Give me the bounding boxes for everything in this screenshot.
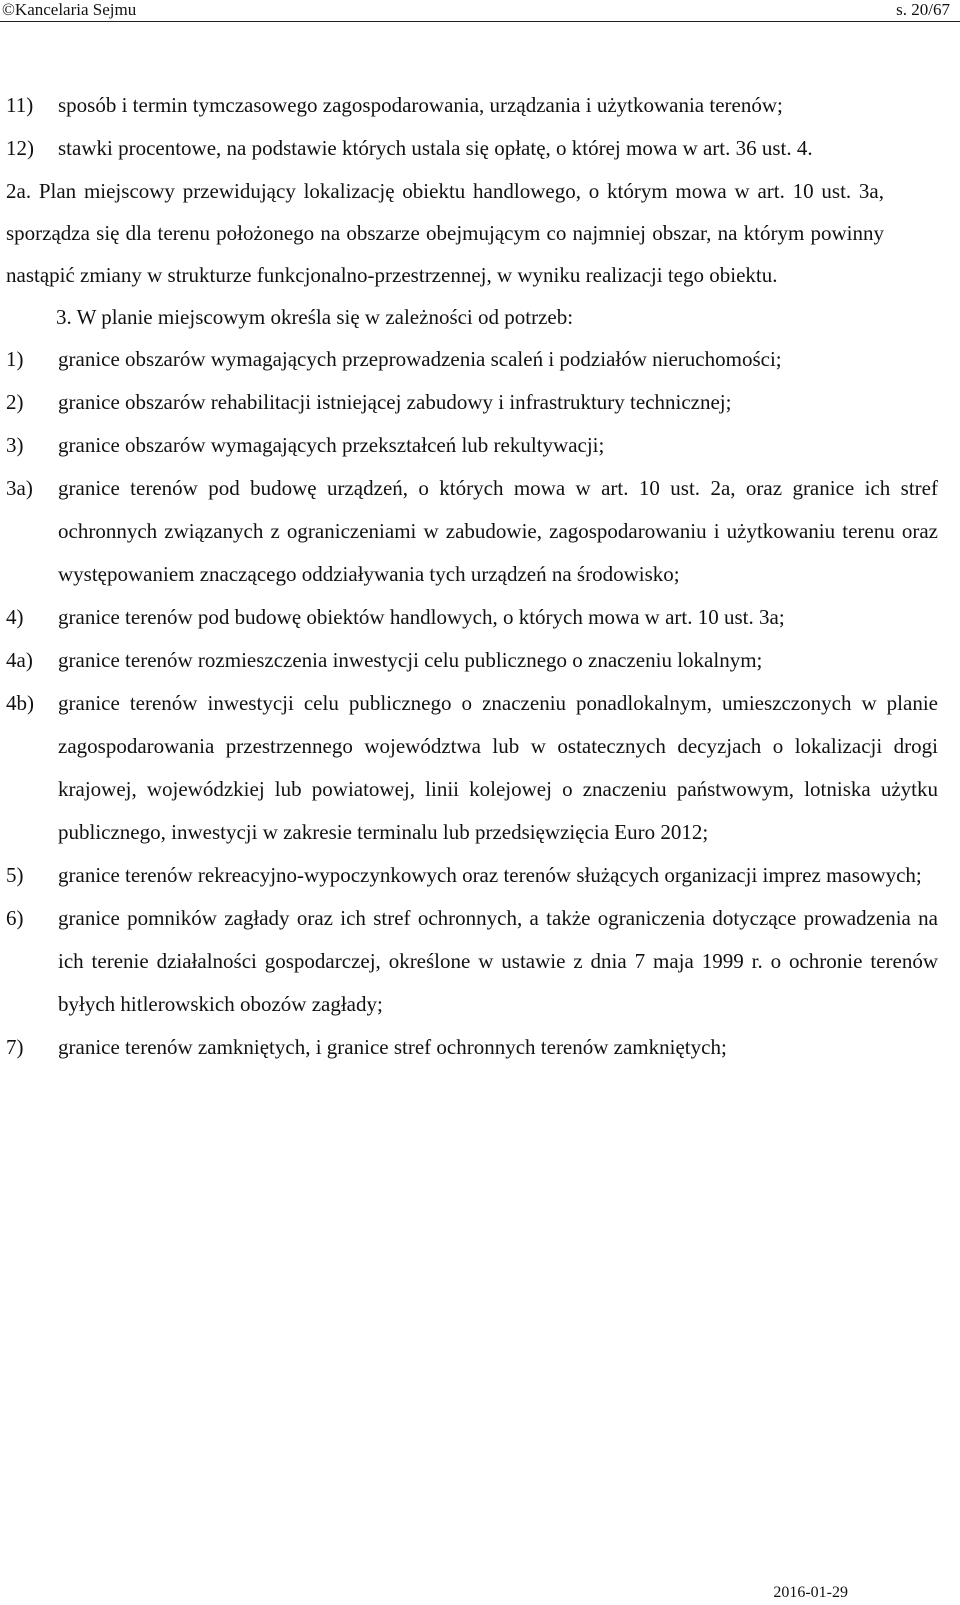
list-item-number: 7) bbox=[6, 1035, 24, 1059]
list-item-text: granice obszarów wymagających przekształceń lub rekultywacji; bbox=[58, 433, 605, 457]
list-item-number: 1) bbox=[6, 347, 24, 371]
list-item-number: 3a) bbox=[6, 476, 33, 500]
list-item-text: stawki procentowe, na podstawie których ustala się opłatę, o której mowa w art. 36 ust. 4. bbox=[58, 136, 813, 160]
list-item-number: 4b) bbox=[6, 691, 34, 715]
list-item-number: 4) bbox=[6, 605, 24, 629]
list-item-3a bbox=[0, 467, 938, 596]
list-item-text: sposób i termin tymczasowego zagospodarowania, urządzania i użytkowania terenów; bbox=[58, 93, 783, 117]
paragraph-3: 3. W planie miejscowym określa się w zależności od potrzeb: bbox=[56, 305, 574, 329]
list-item-text: granice terenów rozmieszczenia inwestycji celu publicznego o znaczeniu lokalnym; bbox=[58, 648, 763, 672]
list-item-number: 5) bbox=[6, 863, 24, 887]
list-item-4 bbox=[0, 596, 938, 639]
list-item-number: 12) bbox=[6, 136, 34, 160]
list-item-5 bbox=[0, 854, 938, 897]
document-body bbox=[0, 84, 950, 1069]
list-item-11 bbox=[0, 84, 938, 127]
list-item-text: granice obszarów wymagających przeprowadzenia scaleń i podziałów nieruchomości; bbox=[58, 347, 782, 371]
list-item-number: 11) bbox=[6, 93, 34, 117]
list-item-12 bbox=[0, 127, 938, 170]
list-item-number: 2) bbox=[6, 390, 24, 414]
list-item-2 bbox=[0, 381, 938, 424]
list-item-3 bbox=[0, 424, 938, 467]
list-item-7 bbox=[0, 1026, 938, 1069]
page-header bbox=[0, 0, 960, 24]
list-item-6 bbox=[0, 897, 938, 1026]
list-item-number: 4a) bbox=[6, 648, 33, 672]
list-item-text: granice terenów zamkniętych, i granice stref ochronnych terenów zamkniętych; bbox=[58, 1035, 727, 1059]
list-item-text: granice terenów inwestycji celu publicznego o znaczeniu ponadlokalnym, umieszczonych w planie zagospodarowania przestrzennego województwa lub w ostatecznych decyzjach o lokalizacji drogi krajowej, wojewódzkiej lub powiatowej, linii kolejowej o znaczeniu państwowym, lotniska użytku publicznego, inwestycji w zakresie terminalu lub przedsięwzięcia Euro 2012; bbox=[58, 691, 938, 844]
paragraph-2a: 2a. Plan miejscowy przewidujący lokalizację obiektu handlowego, o którym mowa w art. 10 ust. 3a, sporządza się dla terenu położonego na obszarze obejmującym co najmniej obszar, na którym powinny nastąpić zmiany w strukturze funkcjonalno-przestrzennej, w wyniku realizacji tego obiektu. bbox=[6, 179, 884, 287]
page-footer-date: 2016-01-29 bbox=[773, 1584, 848, 1601]
list-item-4a bbox=[0, 639, 938, 682]
header-page-number: s. 20/67 bbox=[896, 0, 950, 19]
list-item-text: granice pomników zagłady oraz ich stref ochronnych, a także ograniczenia dotyczące prowadzenia na ich terenie działalności gospodarczej, określone w ustawie z dnia 7 maja 1999 r. o ochronie terenów byłych hitlerowskich obozów zagłady; bbox=[58, 906, 938, 1016]
header-copyright: ©Kancelaria Sejmu bbox=[2, 0, 137, 19]
list-item-text: granice obszarów rehabilitacji istniejącej zabudowy i infrastruktury technicznej; bbox=[58, 390, 732, 414]
list-item-text: granice terenów rekreacyjno-wypoczynkowych oraz terenów służących organizacji imprez masowych; bbox=[58, 863, 922, 887]
list-item-text: granice terenów pod budowę obiektów handlowych, o których mowa w art. 10 ust. 3a; bbox=[58, 605, 785, 629]
list-item-number: 3) bbox=[6, 433, 24, 457]
list-item-text: granice terenów pod budowę urządzeń, o których mowa w art. 10 ust. 2a, oraz granice ich stref ochronnych związanych z ograniczeniami w zabudowie, zagospodarowaniu i użytkowaniu terenu oraz występowaniem znaczącego oddziaływania tych urządzeń na środowisko; bbox=[58, 476, 938, 586]
list-item-number: 6) bbox=[6, 906, 24, 930]
list-item-1 bbox=[0, 338, 938, 381]
list-item-4b bbox=[0, 682, 938, 854]
header-rule bbox=[0, 21, 960, 22]
